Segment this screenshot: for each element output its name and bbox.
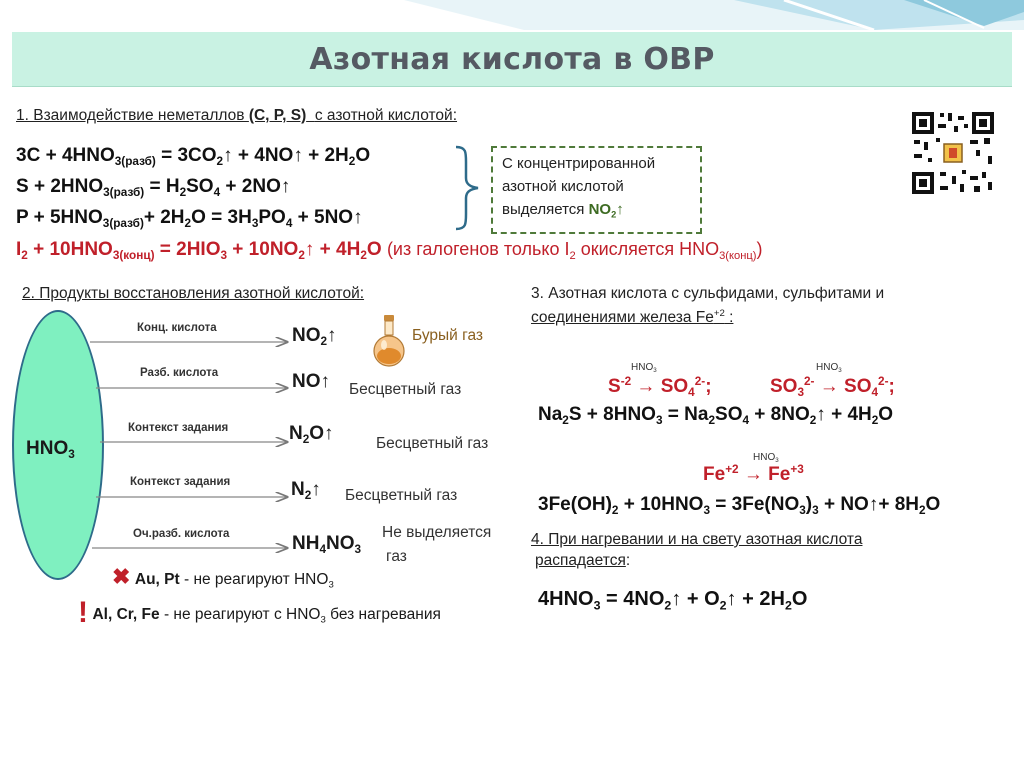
section2-heading: 2. Продукты восстановления азотной кислотой: [22, 285, 365, 302]
section4-heading-line1: 4. При нагревании и на свету азотная кислота [531, 531, 863, 548]
equation-sodium-sulfide: $Na_2S + 8HNO_3 = Na_2SO_4$ + $8NO_2↑ + 4H_2O$ [538, 404, 894, 428]
decorative-header-stripes [404, 0, 1024, 30]
over-arrow-hno3-2: $HNO_3$ [816, 362, 842, 375]
desc-colorless-2: Бесцветный газ [376, 435, 489, 452]
slide-content [12, 86, 1012, 636]
note-no-reaction: ✖ Au, Pt - не реагируют $HNO_3$ [112, 564, 334, 591]
exclamation-icon: ! [78, 596, 88, 629]
desc-colorless-3: Бесцветный газ [345, 487, 458, 504]
equation-decomposition: $4HNO_3$ = $4NO_2↑$ + $O_2↑ + 2H_2O$ [538, 588, 808, 613]
desc-brown-gas: Бурый газ [412, 327, 483, 344]
title-band [12, 32, 1012, 87]
label-very-dilute: Оч.разб. кислота [133, 528, 230, 540]
product-n2: $N_2↑$ [291, 479, 321, 503]
page-title: Азотная кислота в ОВР [309, 41, 715, 77]
sulfide-transition: $S^{-2} \to SO_4^{2-}$; [608, 374, 712, 400]
desc-colorless-1: Бесцветный газ [349, 381, 462, 398]
sulfite-transition: $SO_3^{2-} \to SO_4^{2-}$; [770, 374, 895, 400]
desc-no-gas: Не выделяется [382, 524, 492, 541]
over-arrow-hno3-fe: $HNO_3$ [753, 452, 779, 465]
note-passivation: ! Al, Cr, Fe - не реагируют с $HNO_3$ без нагревания [78, 596, 441, 629]
label-conc: Конц. кислота [137, 322, 217, 334]
box-line-3: выделяется $NO_2↑$ [502, 201, 624, 220]
over-arrow-hno3-1: $HNO_3$ [631, 362, 657, 375]
equation-sulfur: $S + 2HNO_{3(разб)} = H_2SO_4$ + 2NO↑ [16, 176, 291, 200]
flask-icon [372, 314, 406, 370]
product-nh4no3: $NH_4NO_3$ [292, 533, 362, 557]
hno3-oval-label: $HNO_3$ [26, 438, 75, 462]
product-no: NO↑ [292, 371, 330, 392]
section1-heading: 1. Взаимодействие неметаллов (C, P, S) с азотной кислотой: [16, 107, 458, 124]
concentrated-acid-note-box [491, 146, 702, 234]
product-no2: $NO_2↑$ [292, 325, 337, 349]
iodine-note: (из галогенов только $I_2$ окисляется $HNO_{3(конц)}$) [386, 239, 763, 262]
equation-phosphorus: $P + 5HNO_{3(разб)}+ 2H_2O = 3H_3PO_4$ + 5NO↑ [16, 207, 363, 231]
section3-heading-line2: соединениями железа $Fe^{+2}$ : [531, 308, 734, 326]
label-dil: Разб. кислота [140, 367, 219, 379]
reduction-arrows [82, 314, 292, 564]
product-n2o: $N_2O↑$ [289, 423, 334, 447]
equation-carbon: $3C + 4HNO_{3(разб)}$ = $3CO_2↑$ + 4NO↑ + $2H_2O$ [16, 145, 371, 169]
iron-transition: $Fe^{+2} \to Fe^{+3}$ [703, 462, 804, 485]
section3-heading-line1: 3. Азотная кислота с сульфидами, сульфитами и [531, 285, 885, 302]
label-context-1: Контекст задания [128, 422, 229, 434]
cross-icon: ✖ [112, 564, 131, 589]
equation-iron-hydroxide: $3Fe(OH)_2 + 10HNO_3 = 3Fe(NO_3)_3$ + NO↑+ $8H_2O$ [538, 494, 941, 518]
box-line-2: азотной кислотой [502, 178, 624, 195]
qr-code-icon [910, 110, 996, 196]
brace-icon [452, 144, 488, 232]
desc-no-gas-2: газ [386, 548, 407, 565]
equation-iodine: $I_2 + 10HNO_{3(конц)} = 2HIO_3$ + $10NO_2↑ + 4H_2O$ (из галогенов только $I_2$ окисляется $HNO_{3(конц)}$) [16, 239, 763, 263]
section4-heading-line2: распадается: [535, 552, 631, 569]
box-line-1: С концентрированной [502, 155, 656, 172]
label-context-2: Контекст задания [130, 476, 231, 488]
